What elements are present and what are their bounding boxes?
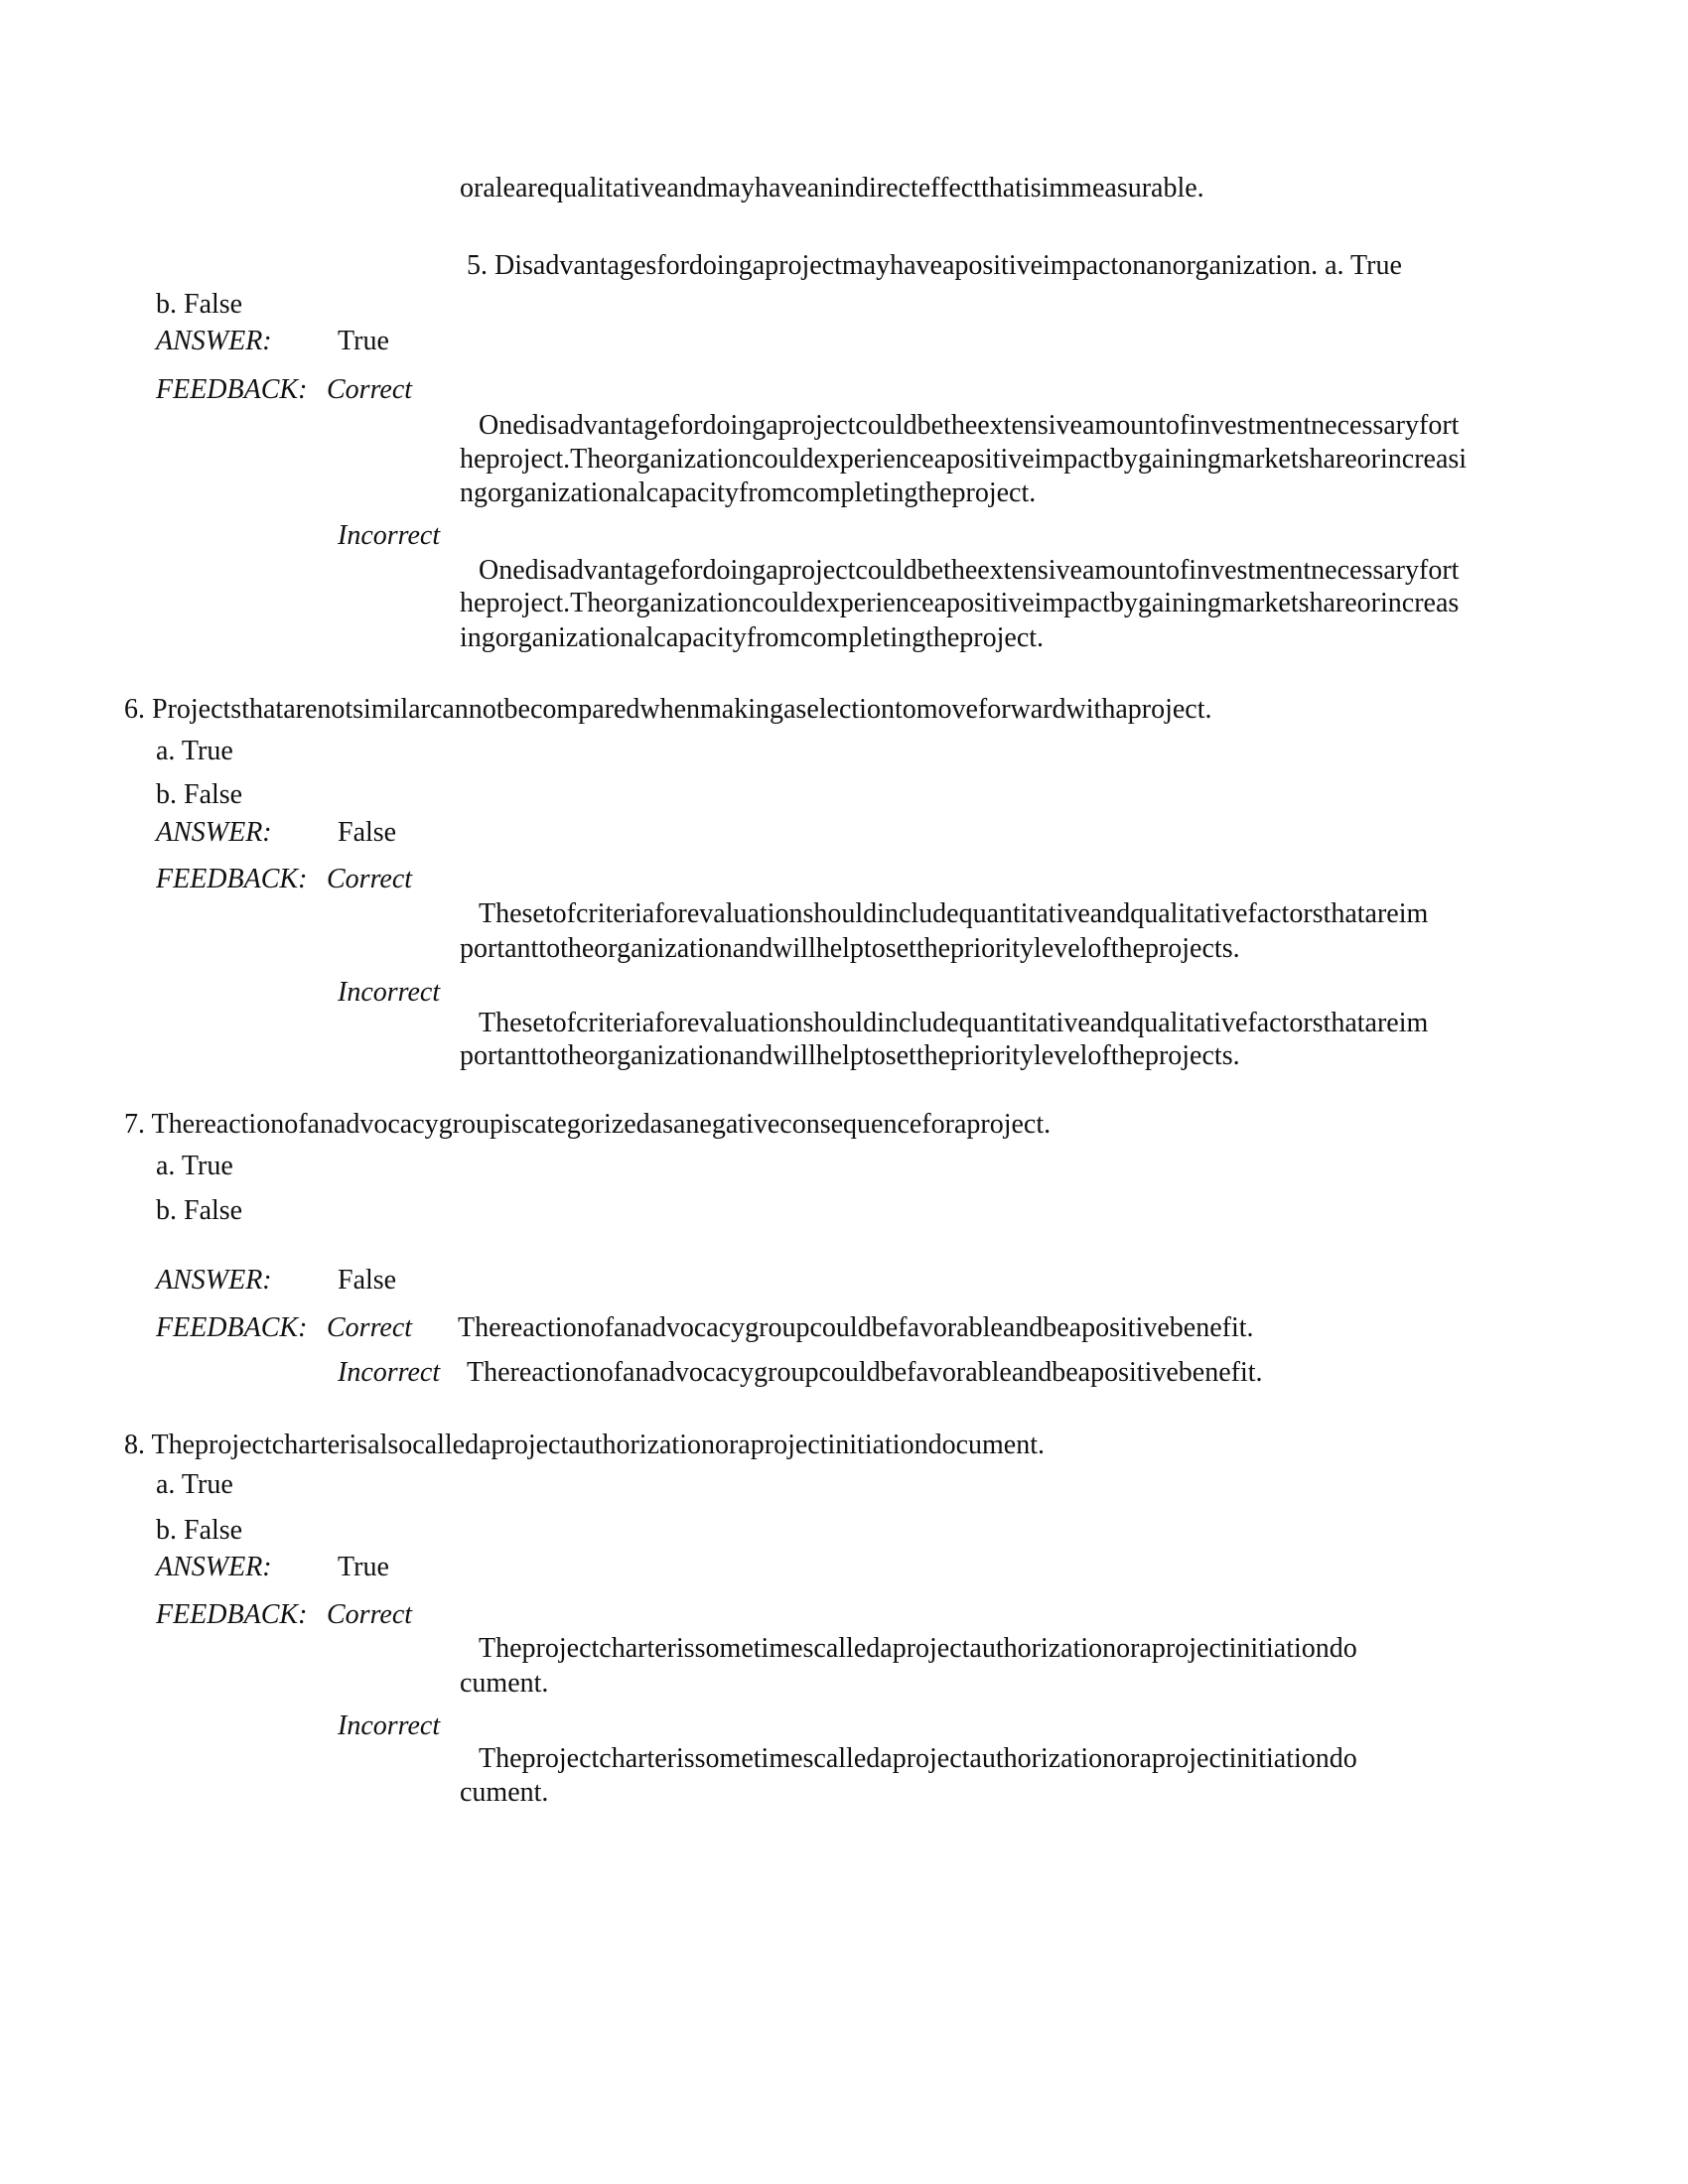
feedback-label: FEEDBACK: [156,374,308,405]
answer-label: ANSWER: [156,326,272,356]
question-stem: 5. Disadvantagesfordoingaprojectmayhaveapositiveimpactonanorganization. a. True [467,250,1402,281]
correct-feedback-line: cument. [460,1668,549,1699]
option-b: b. False [156,289,243,320]
correct-label: Correct [327,1312,413,1343]
incorrect-label: Incorrect [338,1710,441,1741]
feedback-label: FEEDBACK: [156,1312,308,1343]
option-a: a. True [156,1151,233,1181]
option-b: b. False [156,779,243,810]
correct-feedback-line: heproject.Theorganizationcouldexperienceapositiveimpactbygainingmarketshareorincreasi [460,444,1468,475]
answer-label: ANSWER: [156,817,272,848]
correct-feedback-line: Theprojectcharterissometimescalledaprojectauthorizationoraprojectinitiationdo [479,1633,1357,1664]
correct-label: Correct [327,374,413,405]
incorrect-label: Incorrect [338,977,441,1008]
correct-feedback-line: Thereactionofanadvocacygroupcouldbefavorableandbeapositivebenefit. [458,1312,1254,1343]
option-b: b. False [156,1515,243,1546]
question-stem: 8. Theprojectcharterisalsocalledaprojectauthorizationoraprojectinitiationdocument. [124,1430,1045,1460]
option-a: a. True [156,1469,233,1500]
incorrect-feedback-line: portanttotheorganizationandwillhelptosetthepriorityleveloftheprojects. [460,1040,1240,1071]
option-a: a. True [156,736,233,766]
continuation-text: oralearequalitativeandmayhaveanindirecteffectthatisimmeasurable. [460,173,1204,204]
question-stem: 6. Projectsthatarenotsimilarcannotbecomparedwhenmakingaselectiontomoveforwardwithaproject. [124,694,1212,725]
question-stem: 7. Thereactionofanadvocacygroupiscategorizedasanegativeconsequenceforaproject. [124,1109,1052,1140]
incorrect-feedback-line: Onedisadvantagefordoingaprojectcouldbetheextensiveamountofinvestmentnecessaryfort [479,555,1460,586]
answer-label: ANSWER: [156,1552,272,1582]
incorrect-feedback-line: Theprojectcharterissometimescalledaprojectauthorizationoraprojectinitiationdo [479,1743,1357,1774]
correct-feedback-line: portanttotheorganizationandwillhelptosetthepriorityleveloftheprojects. [460,933,1240,964]
incorrect-feedback-line: Thereactionofanadvocacygroupcouldbefavorableandbeapositivebenefit. [467,1357,1263,1388]
answer-value: True [338,326,389,356]
incorrect-label: Incorrect [338,520,441,551]
incorrect-feedback-line: ingorganizationalcapacityfromcompletingtheproject. [460,622,1045,653]
answer-value: False [338,1265,397,1296]
incorrect-feedback-line: heproject.Theorganizationcouldexperienceapositiveimpactbygainingmarketshareorincreas [460,588,1460,618]
answer-value: False [338,817,397,848]
feedback-label: FEEDBACK: [156,864,308,894]
correct-feedback-line: ngorganizationalcapacityfromcompletingtheproject. [460,478,1037,508]
option-b: b. False [156,1195,243,1226]
correct-feedback-line: Onedisadvantagefordoingaprojectcouldbetheextensiveamountofinvestmentnecessaryfort [479,410,1460,441]
answer-value: True [338,1552,389,1582]
incorrect-label: Incorrect [338,1357,441,1388]
incorrect-feedback-line: cument. [460,1777,549,1808]
feedback-label: FEEDBACK: [156,1599,308,1630]
correct-feedback-line: Thesetofcriteriaforevaluationshouldincludequantitativeandqualitativefactorsthatareim [479,898,1429,929]
answer-label: ANSWER: [156,1265,272,1296]
correct-label: Correct [327,1599,413,1630]
correct-label: Correct [327,864,413,894]
incorrect-feedback-line: Thesetofcriteriaforevaluationshouldincludequantitativeandqualitativefactorsthatareim [479,1008,1429,1038]
